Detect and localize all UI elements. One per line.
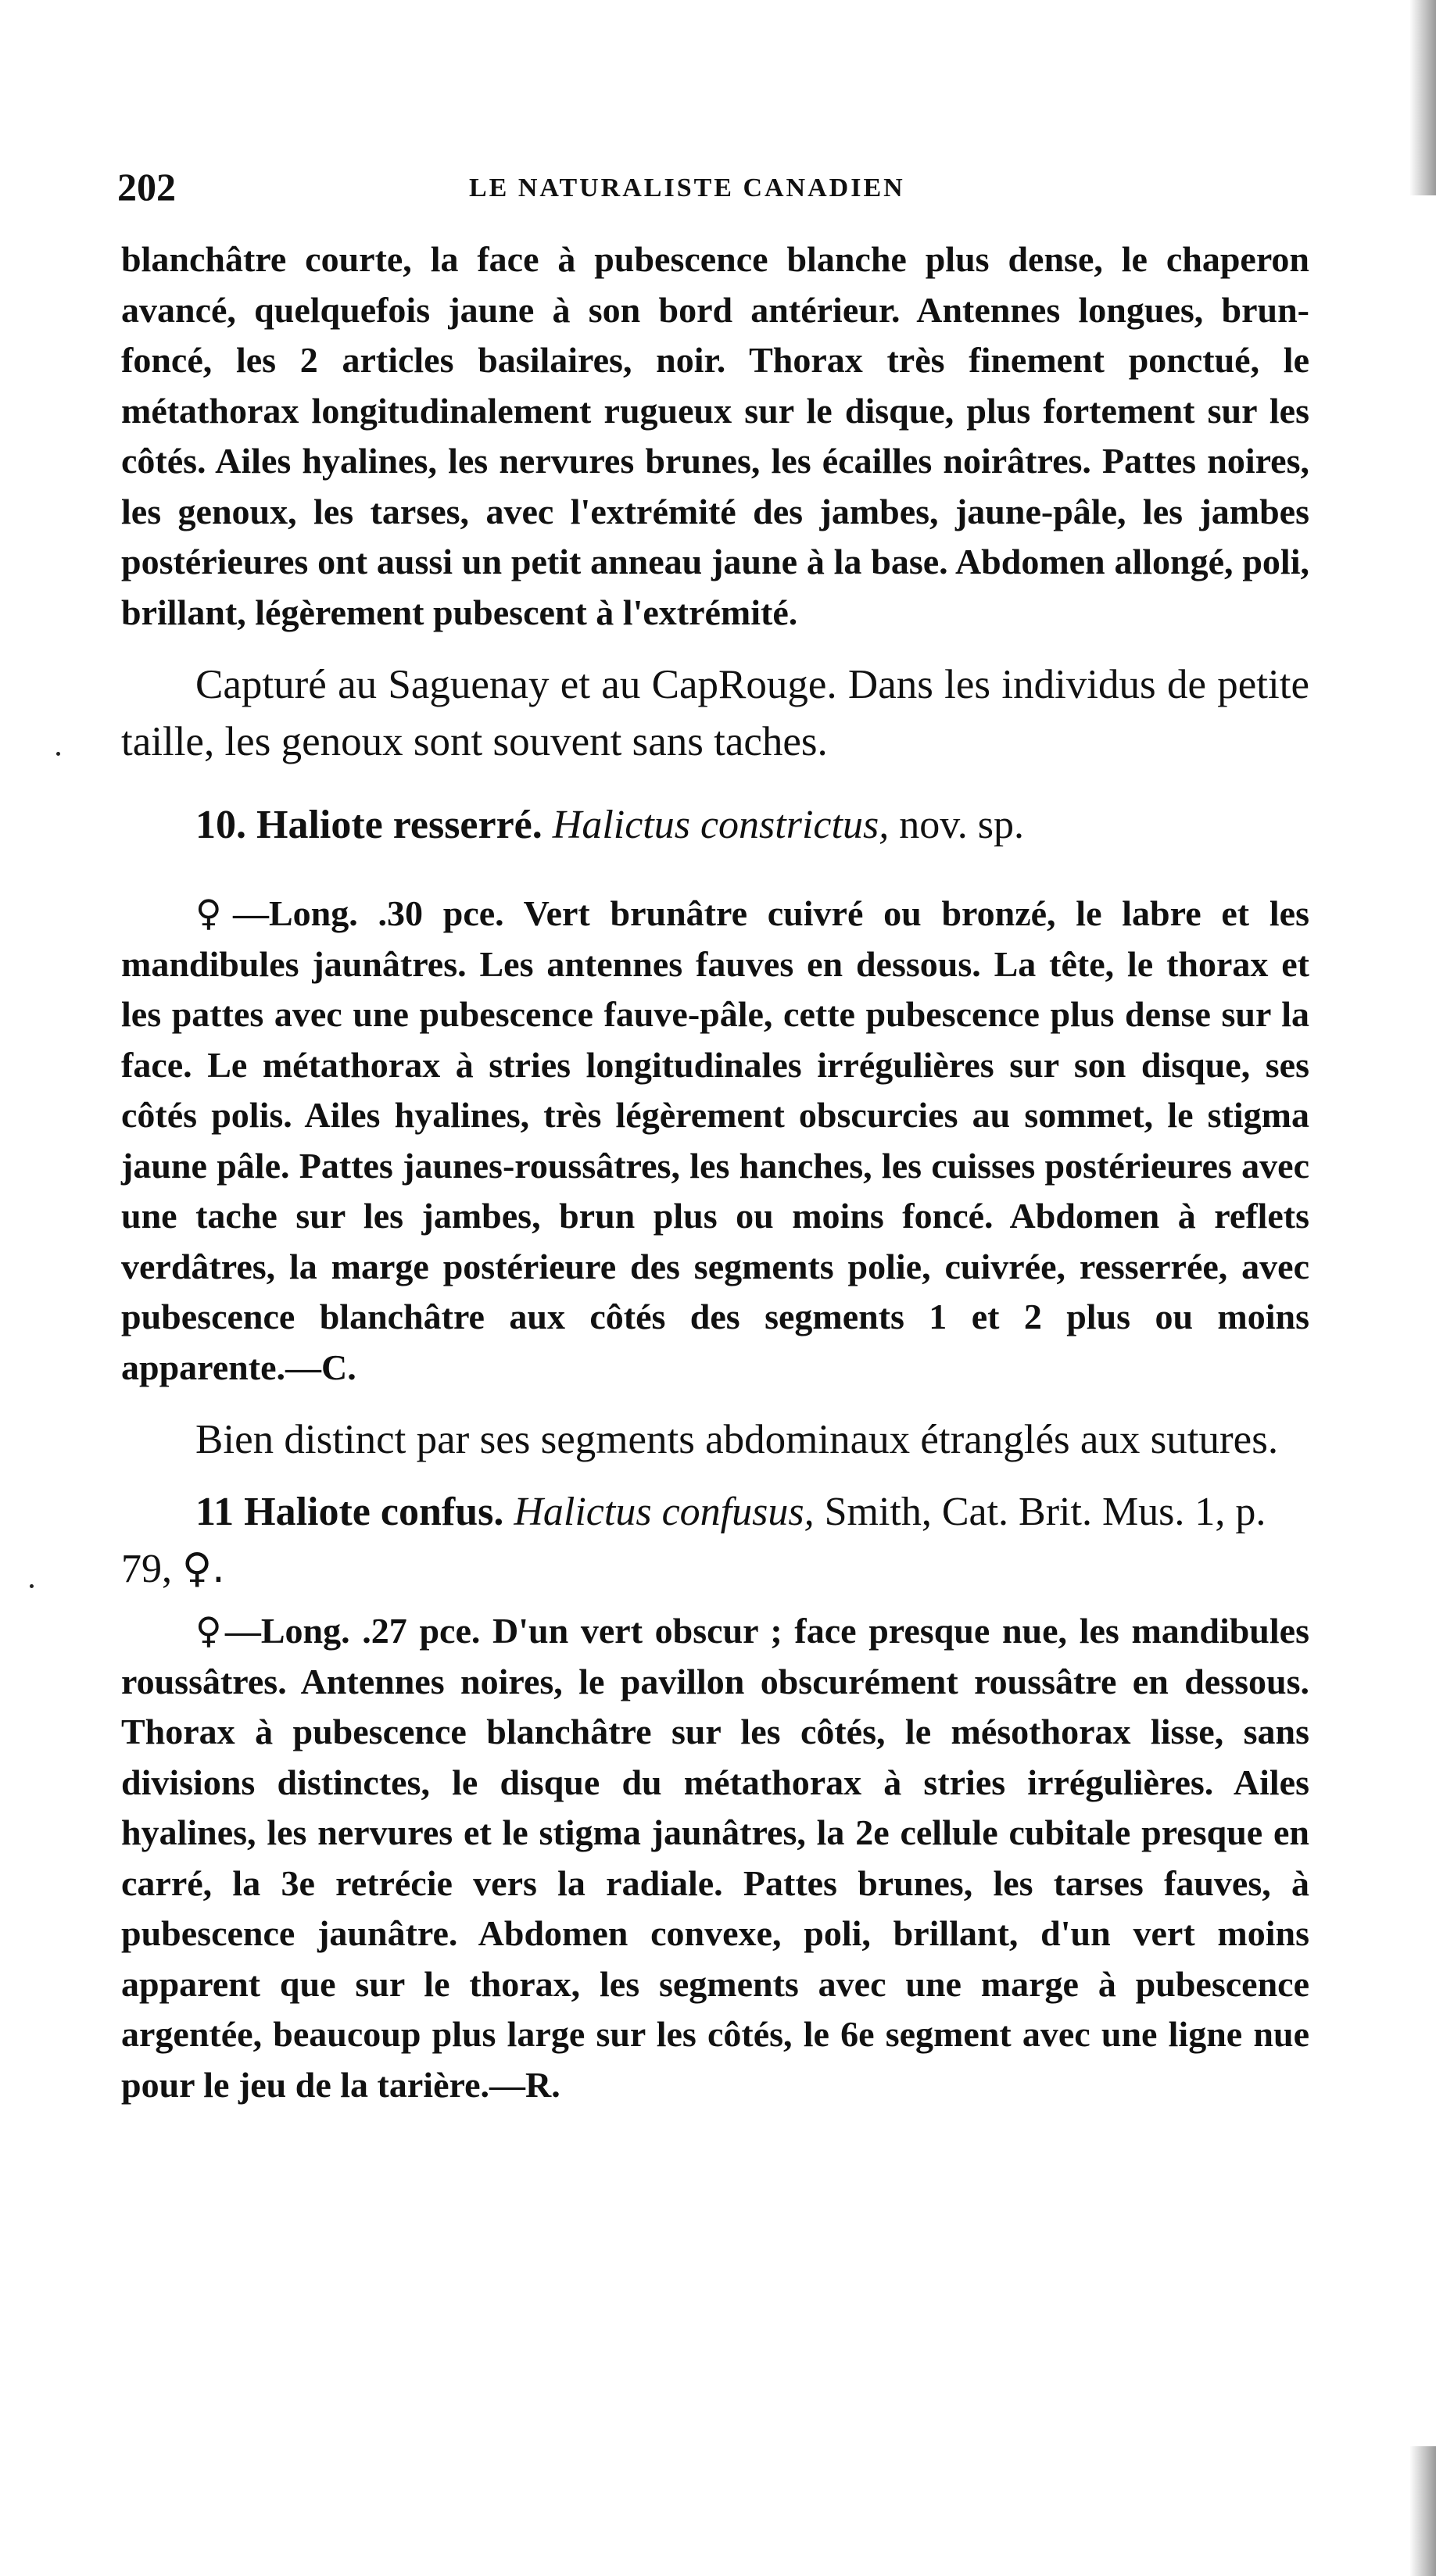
description-text: —Long. .27 pce. D'un vert obscur ; face presque nue, les mandibules roussâtres. Antennes noires, le pavillon obscurément roussâtre en dessous. Thorax à pubescence blanchâtre sur les côtés, le mésothorax lisse, sans divisions distinctes, le disque du métathorax à stries irrégulières. Ailes hyalines, les nervures et le stigma jaunâtres, la 2e cellule cubitale presque en carré, la 3e retrécie vers la radiale. Pattes brunes, les tarses fauves, à pubescence jaunâtre. Abdomen convexe, poli, brillant, d'un vert moins apparent que sur le thorax, les segments avec une marge à pubescence argentée, beaucoup plus large sur les côtés, le 6e segment avec une ligne nue pour le jeu de la tarière.—R. xyxy=(121,1611,1309,2105)
female-symbol: ♀ xyxy=(195,1609,225,1651)
species-reference: Smith, Cat. Brit. Mus. 1, p. 79, xyxy=(121,1490,1266,1591)
page-header xyxy=(117,164,1337,219)
page-number: 202 xyxy=(117,165,176,209)
running-head: LE NATURALISTE CANADIEN xyxy=(469,174,905,202)
species-note: nov. sp. xyxy=(899,803,1025,847)
description-paragraph: blanchâtre courte, la face à pubescence blanche plus dense, le chaperon avancé, quelquefois jaune à son bord antérieur. Antennes longues, brun-foncé, les 2 articles basilaires, noir. Thorax très finement ponctué, le métathorax longitudinalement rugueux sur le disque, plus fortement sur les côtés. Ailes hyalines, les nervures brunes, les écailles noirâtres. Pattes noires, les genoux, les tarses, avec l'extrémité des jambes, jaune-pâle, les jambes postérieures ont aussi un petit anneau jaune à la base. Abdomen allongé, poli, brillant, légèrement pubescent à l'extrémité. xyxy=(121,239,1309,632)
species-common-name: Haliote resserré. xyxy=(256,803,543,847)
species-heading-10 xyxy=(121,797,1309,853)
species-common-name: Haliote confus. xyxy=(244,1490,504,1534)
species-number: 10. xyxy=(195,803,246,847)
remark-paragraph: Bien distinct par ses segments abdominaux étranglés aux sutures. xyxy=(195,1417,1279,1462)
description-text: —Long. .30 pce. Vert brunâtre cuivré ou bronzé, le labre et les mandibules jaunâtres. Les antennes fauves en dessous. La tête, le thorax et les pattes avec une pubescence fauve-pâle, cette pubescence plus dense sur la face. Le métathorax à stries longitudinales irrégulières sur son disque, ses côtés polis. Ailes hyalines, très légèrement obscurcies au sommet, le stigma jaune pâle. Pattes jaunes-roussâtres, les hanches, les cuisses postérieures avec une tache sur les jambes, brun plus ou moins foncé. Abdomen à reflets verdâtres, la marge postérieure des segments polie, cuivrée, resserrée, avec pubescence blanchâtre aux côtés des segments 1 et 2 plus ou moins apparente.—C. xyxy=(121,893,1309,1387)
species-number: 11 xyxy=(195,1490,235,1534)
scan-speck xyxy=(30,1584,34,1588)
female-symbol: ♀. xyxy=(182,1545,225,1592)
species-latin-name: Halictus constrictus, xyxy=(552,803,890,847)
remark-paragraph: Capturé au Saguenay et au CapRouge. Dans les individus de petite taille, les genoux sont souvent sans taches. xyxy=(121,662,1309,764)
species-heading-11 xyxy=(121,1484,1309,1597)
scan-edge-shadow xyxy=(1409,0,1436,195)
text-column xyxy=(121,234,1309,2110)
description-paragraph xyxy=(121,888,1309,1393)
description-paragraph xyxy=(121,1605,1309,2110)
scan-edge-shadow xyxy=(1409,2446,1436,2576)
species-latin-name: Halictus confusus, xyxy=(514,1490,815,1534)
scan-speck xyxy=(56,752,60,756)
female-symbol: ♀ xyxy=(195,892,233,934)
